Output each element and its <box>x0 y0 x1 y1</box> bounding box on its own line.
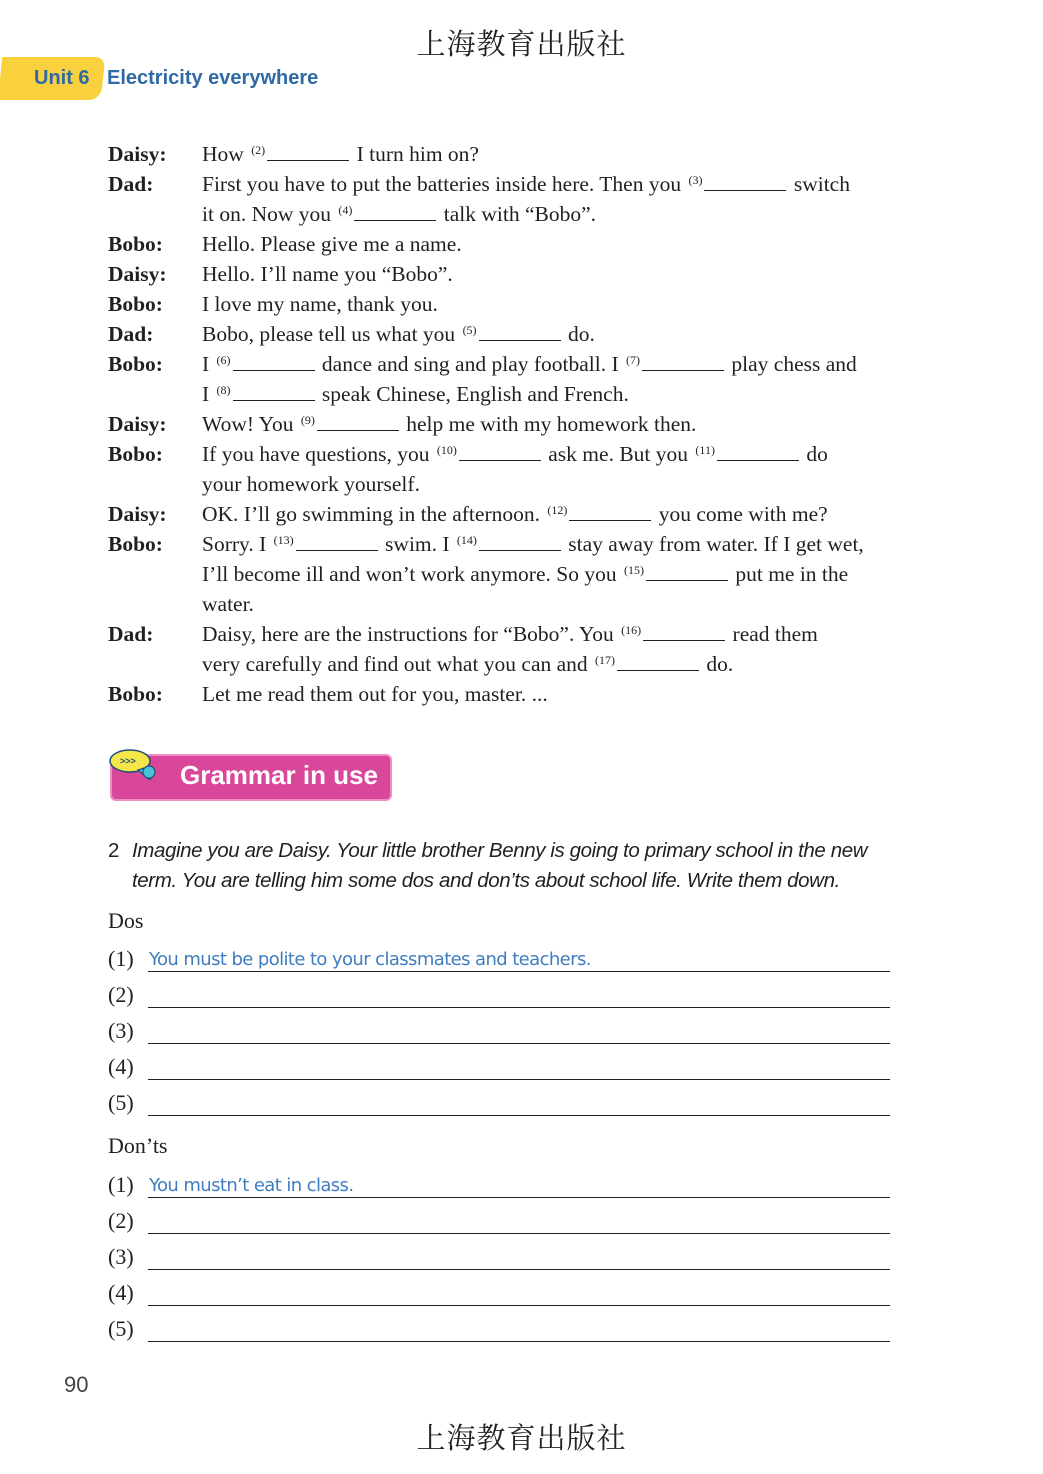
fill-in-blank[interactable] <box>643 620 725 641</box>
instruction-line-2: term. You are telling him some dos and don’ts about school life. Write them down. <box>132 869 840 892</box>
speaker-name: Dad: <box>108 322 154 346</box>
blank-number: (9) <box>300 413 315 427</box>
item-number: (2) <box>108 1208 134 1233</box>
answer-text: You mustn’t eat in class. <box>149 1175 354 1196</box>
speech-fragment: How <box>202 142 250 166</box>
speaker-name: Bobo: <box>108 292 163 316</box>
blank-number: (11) <box>695 443 715 457</box>
arrows-icon: >>> <box>120 756 136 766</box>
speech-fragment: play chess and <box>726 352 857 376</box>
speech-text <box>202 259 928 289</box>
instruction-line-1: Imagine you are Daisy. Your little brother Benny is going to primary school in the new <box>132 839 868 862</box>
speech-text <box>202 499 928 529</box>
item-number: (5) <box>108 1090 134 1115</box>
fill-in-blank[interactable] <box>617 650 699 671</box>
speech-text <box>202 589 928 619</box>
fill-in-blank[interactable] <box>479 530 561 551</box>
speaker-name: Dad: <box>108 172 154 196</box>
speech-fragment: Let me read them out for you, master. ... <box>202 682 548 706</box>
donts-item <box>108 1202 890 1234</box>
dos-item <box>108 976 890 1008</box>
speaker-name <box>108 589 202 619</box>
speech-text <box>202 379 928 409</box>
dialogue-line <box>108 439 928 469</box>
speech-text <box>202 469 928 499</box>
dialogue-line <box>108 229 928 259</box>
unit-label: Unit 6 <box>34 67 90 89</box>
dialogue-line <box>108 529 928 559</box>
speech-fragment: speak Chinese, English and French. <box>316 382 629 406</box>
dos-item <box>108 940 890 972</box>
dos-item <box>108 1048 890 1080</box>
fill-in-blank[interactable] <box>233 350 315 371</box>
speaker-name: Bobo: <box>108 442 163 466</box>
blank-number: (10) <box>436 443 457 457</box>
dialogue-line <box>108 349 928 379</box>
fill-in-blank[interactable] <box>479 320 561 341</box>
answer-line[interactable] <box>148 1089 890 1116</box>
speech-text <box>202 139 928 169</box>
blank-number: (3) <box>688 173 703 187</box>
dialogue-line <box>108 619 928 649</box>
speech-text <box>202 529 928 559</box>
speech-text <box>202 229 928 259</box>
blank-number: (2) <box>251 143 266 157</box>
dialogue-line <box>108 289 928 319</box>
fill-in-blank[interactable] <box>354 200 436 221</box>
donts-item <box>108 1310 890 1342</box>
dialogue-line <box>108 259 928 289</box>
speech-fragment: water. <box>202 592 254 616</box>
fill-in-blank[interactable] <box>267 140 349 161</box>
dos-heading: Dos <box>108 908 144 933</box>
speaker-name: Bobo: <box>108 232 163 256</box>
donts-item <box>108 1238 890 1270</box>
speech-fragment: Wow! You <box>202 412 299 436</box>
fill-in-blank[interactable] <box>704 170 786 191</box>
answer-line[interactable] <box>148 1279 890 1306</box>
fill-in-blank[interactable] <box>233 380 315 401</box>
donts-item <box>108 1274 890 1306</box>
fill-in-blank[interactable] <box>569 500 651 521</box>
blank-number: (16) <box>621 623 642 637</box>
blank-number: (6) <box>216 353 231 367</box>
speech-fragment: I turn him on? <box>351 142 479 166</box>
speech-text <box>202 439 928 469</box>
speech-text <box>202 319 928 349</box>
speech-fragment: Hello. I’ll name you “Bobo”. <box>202 262 453 286</box>
speech-fragment: Sorry. I <box>202 532 272 556</box>
dialogue-line <box>108 199 928 229</box>
blank-number: (8) <box>216 383 231 397</box>
blank-number: (5) <box>462 323 477 337</box>
item-number: (1) <box>108 946 134 971</box>
speech-fragment: Hello. Please give me a name. <box>202 232 462 256</box>
speech-fragment: your homework yourself. <box>202 472 420 496</box>
speaker-name: Daisy: <box>108 502 167 526</box>
dialogue-line <box>108 379 928 409</box>
speech-bubble-icon <box>108 748 156 780</box>
fill-in-blank[interactable] <box>296 530 378 551</box>
speech-fragment: I <box>202 352 215 376</box>
speech-fragment: Daisy, here are the instructions for “Bobo”. You <box>202 622 620 646</box>
fill-in-blank[interactable] <box>459 440 541 461</box>
publisher-watermark-top: 上海教育出版社 <box>416 27 627 61</box>
answer-line[interactable] <box>148 1171 890 1198</box>
dialogue-line <box>108 409 928 439</box>
speech-fragment: do. <box>701 652 734 676</box>
dos-item <box>108 1012 890 1044</box>
speech-fragment: First you have to put the batteries inside here. Then you <box>202 172 687 196</box>
grammar-label: Grammar in use <box>180 760 378 790</box>
speech-text <box>202 289 928 319</box>
speech-fragment: read them <box>727 622 818 646</box>
speaker-name: Bobo: <box>108 532 163 556</box>
speech-fragment: help me with my homework then. <box>400 412 697 436</box>
blank-number: (12) <box>547 503 568 517</box>
speech-text <box>202 679 928 709</box>
exercise-instruction <box>108 836 908 896</box>
blank-number: (13) <box>273 533 294 547</box>
speech-fragment: put me in the <box>729 562 849 586</box>
speech-fragment: do <box>800 442 828 466</box>
item-number: (3) <box>108 1244 134 1269</box>
dialogue-line <box>108 649 928 679</box>
item-number: (2) <box>108 982 134 1007</box>
speech-fragment: I love my name, thank you. <box>202 292 438 316</box>
dialogue-line <box>108 679 928 709</box>
blank-number: (4) <box>338 203 353 217</box>
speech-fragment: do. <box>562 322 595 346</box>
item-number: (1) <box>108 1172 134 1197</box>
speech-fragment: switch <box>788 172 850 196</box>
speech-fragment: ask me. But you <box>542 442 694 466</box>
item-number: (5) <box>108 1316 134 1341</box>
speech-fragment: very carefully and find out what you can and <box>202 652 594 676</box>
speaker-name <box>108 379 202 409</box>
speech-text <box>202 649 928 679</box>
fill-in-blank[interactable] <box>646 560 728 581</box>
dialogue-line <box>108 589 928 619</box>
speech-text <box>202 559 928 589</box>
answer-line[interactable] <box>148 981 890 1008</box>
speaker-name: Daisy: <box>108 142 167 166</box>
donts-item <box>108 1166 890 1198</box>
speech-text <box>202 349 928 379</box>
speech-fragment: it on. Now you <box>202 202 337 226</box>
exercise-number: 2 <box>108 839 120 862</box>
publisher-watermark-bottom: 上海教育出版社 <box>416 1421 627 1455</box>
answer-line[interactable] <box>148 1207 890 1234</box>
speaker-name <box>108 469 202 499</box>
dialogue-line <box>108 139 928 169</box>
answer-line[interactable] <box>148 1017 890 1044</box>
speech-text <box>202 409 928 439</box>
dialogue-line <box>108 469 928 499</box>
speech-text <box>202 619 928 649</box>
answer-line[interactable] <box>148 1315 890 1342</box>
speech-fragment: If you have questions, you <box>202 442 435 466</box>
speaker-name: Daisy: <box>108 412 167 436</box>
speech-fragment: swim. I <box>379 532 455 556</box>
answer-line[interactable] <box>148 945 890 972</box>
dos-item <box>108 1084 890 1116</box>
speech-fragment: I <box>202 382 215 406</box>
speaker-name: Daisy: <box>108 262 167 286</box>
item-number: (4) <box>108 1280 134 1305</box>
dialogue-line <box>108 319 928 349</box>
page-number: 90 <box>64 1372 89 1397</box>
dialogue <box>108 139 928 709</box>
item-number: (4) <box>108 1054 134 1079</box>
donts-heading: Don’ts <box>108 1133 168 1158</box>
item-number: (3) <box>108 1018 134 1043</box>
blank-number: (17) <box>595 653 616 667</box>
dialogue-line <box>108 169 928 199</box>
fill-in-blank[interactable] <box>317 410 399 431</box>
speaker-name <box>108 199 202 229</box>
blank-number: (15) <box>623 563 644 577</box>
blank-number: (14) <box>456 533 477 547</box>
speech-text <box>202 169 928 199</box>
speech-fragment: you come with me? <box>653 502 828 526</box>
speaker-name: Bobo: <box>108 352 163 376</box>
speech-fragment: OK. I’ll go swimming in the afternoon. <box>202 502 546 526</box>
speaker-name <box>108 649 202 679</box>
dialogue-line <box>108 499 928 529</box>
answer-line[interactable] <box>148 1243 890 1270</box>
speech-fragment: dance and sing and play football. I <box>316 352 625 376</box>
answer-text: You must be polite to your classmates and teachers. <box>149 949 591 970</box>
speech-fragment: talk with “Bobo”. <box>438 202 597 226</box>
blank-number: (7) <box>626 353 641 367</box>
fill-in-blank[interactable] <box>717 440 799 461</box>
speaker-name <box>108 559 202 589</box>
speech-fragment: Bobo, please tell us what you <box>202 322 461 346</box>
speaker-name: Dad: <box>108 622 154 646</box>
fill-in-blank[interactable] <box>642 350 724 371</box>
speech-fragment: I’ll become ill and won’t work anymore. So you <box>202 562 622 586</box>
speech-text <box>202 199 928 229</box>
dialogue-line <box>108 559 928 589</box>
speaker-name: Bobo: <box>108 682 163 706</box>
speech-fragment: stay away from water. If I get wet, <box>562 532 864 556</box>
unit-title: Electricity everywhere <box>107 67 319 89</box>
answer-line[interactable] <box>148 1053 890 1080</box>
